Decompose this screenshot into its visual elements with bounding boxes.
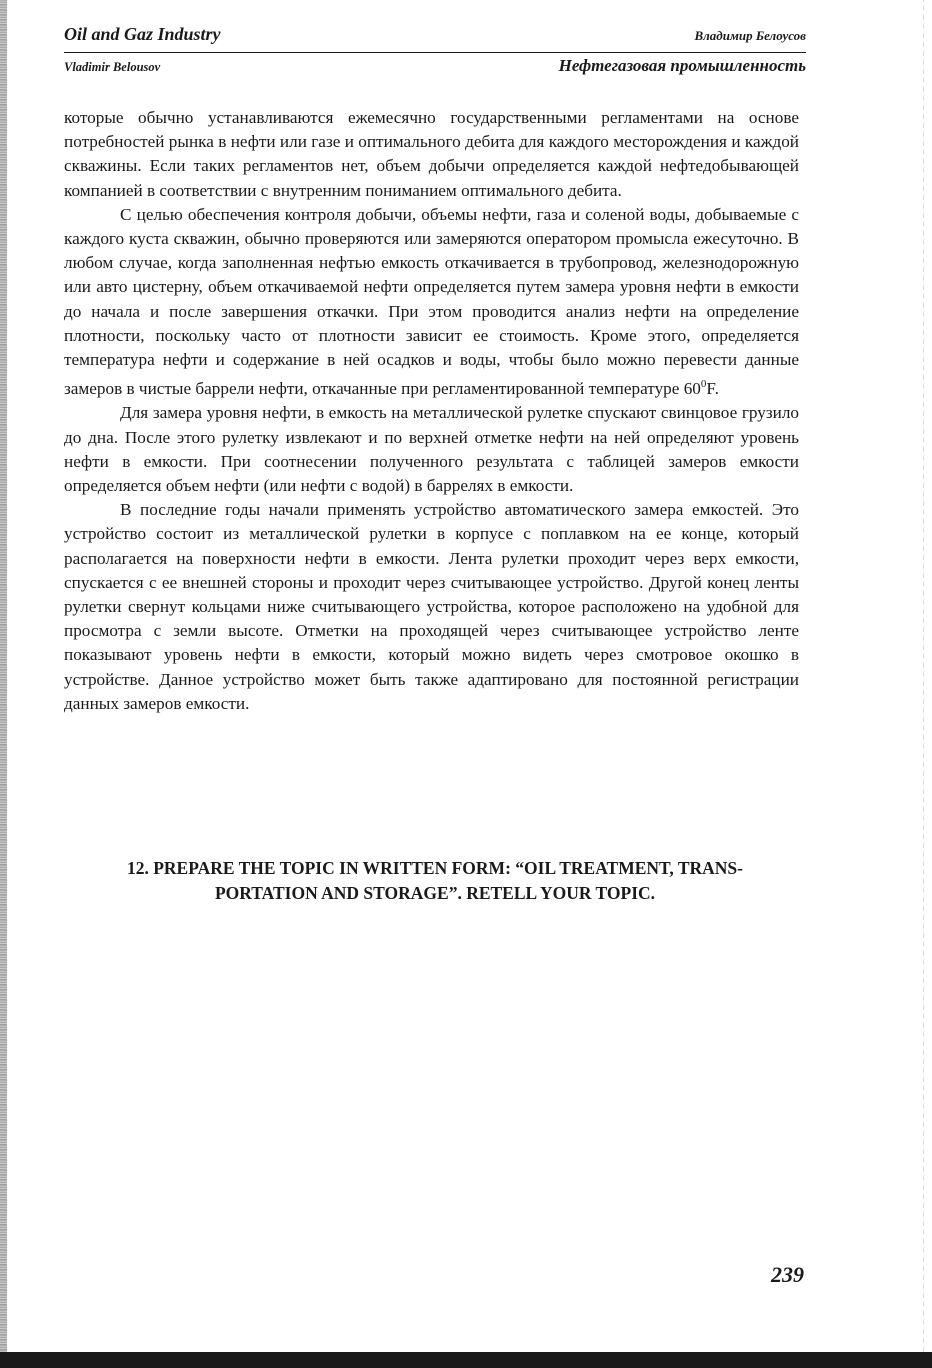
scan-edge-left [0,0,7,1368]
running-header-top-row [64,24,806,53]
author-name-ru: Владимир Белоусов [694,28,806,43]
paragraph-3: Для замера уровня нефти, в емкость на металлической рулетке спускают свинцовое грузило до дна. После этого рулетку извлекают и по верхней отметке нефти на ней определяют уровень нефти в емкости. При соотнесении полученного результата с таблицей замеров емкости определяется объем нефти (или нефти с водой) в баррелях в емкости. [64,403,799,496]
paragraph-2 [64,203,799,402]
journal-title-en: Oil and Gaz Industry [64,24,221,44]
temperature-value [684,379,719,398]
paragraph-1: которые обычно устанавливаются ежемесячно государственными регламентами на основе потребностей рынка в нефти или газе и оптимального дебита для каждого месторождения и каждой скважины. Если таких регламентов нет, объем добычи определяется каждой нефтедобывающей компанией в соответствии с внутренним пониманием оптимального дебита. [64,108,799,200]
temperature-degree: 0 [700,378,707,391]
scan-bottom-edge [0,1352,932,1368]
journal-title-ru: Нефтегазовая промышленность [558,56,806,75]
paragraph-2-text: С целью обеспечения контроля добычи, объемы нефти, газа и соленой воды, добываемые с каждого куста скважин, обычно проверяются или замеряются оператором промысла ежесуточно. В любом случае, когда заполненная нефтью емкость откачивается в трубопровод, железнодорожную или авто цистерну, объем откачиваемой нефти определяется путем замера уровня нефти в емкости до начала и после завершения откачки. При этом проводится анализ нефти на определение плотности, поскольку часто от плотности зависит ее стоимость. Кроме этого, определяется температура нефти и содержание в ней осадков и воды, чтобы было можно перевести данные замеров в чистые баррели нефти, откачанные при регламентированной температуре [64,204,799,399]
paragraph-4: В последние годы начали применять устройство автоматического замера емкостей. Это устройство состоит из металлической рулетки в корпусе с поплавком на ее конце, который располагается на поверхности нефти в емкости. Лента рулетки проходит через верх емкости, спускается с ее внешней стороны и проходит через считывающее устройство. Другой конец ленты рулетки свернут кольцами ниже считывающего устройства, которое расположено на удобной для просмотра с земли высоте. Отметки на проходящей через считывающее устройство ленте показывают уровень нефти в емкости, который можно видеть через смотровое окошко в устройстве. Данное устройство может быть также адаптировано для постоянной регистрации данных замеров емкости. [64,500,799,713]
body-text [64,106,799,716]
running-header [64,24,806,78]
running-header-bottom-row [64,53,806,78]
temperature-number: 60 [683,379,701,399]
page-number: 239 [771,1262,804,1287]
exercise-heading-line-2: PORTATION AND STORAGE”. RETELL YOUR TOPIC. [214,883,656,903]
scan-edge-right [923,0,924,1368]
exercise-heading-line-1: 12. PREPARE THE TOPIC IN WRITTEN FORM: “OIL TREATMENT, TRANS- [126,858,743,878]
exercise-heading [80,856,790,906]
author-name-en: Vladimir Belousov [64,60,161,74]
temperature-unit: F. [706,379,719,399]
